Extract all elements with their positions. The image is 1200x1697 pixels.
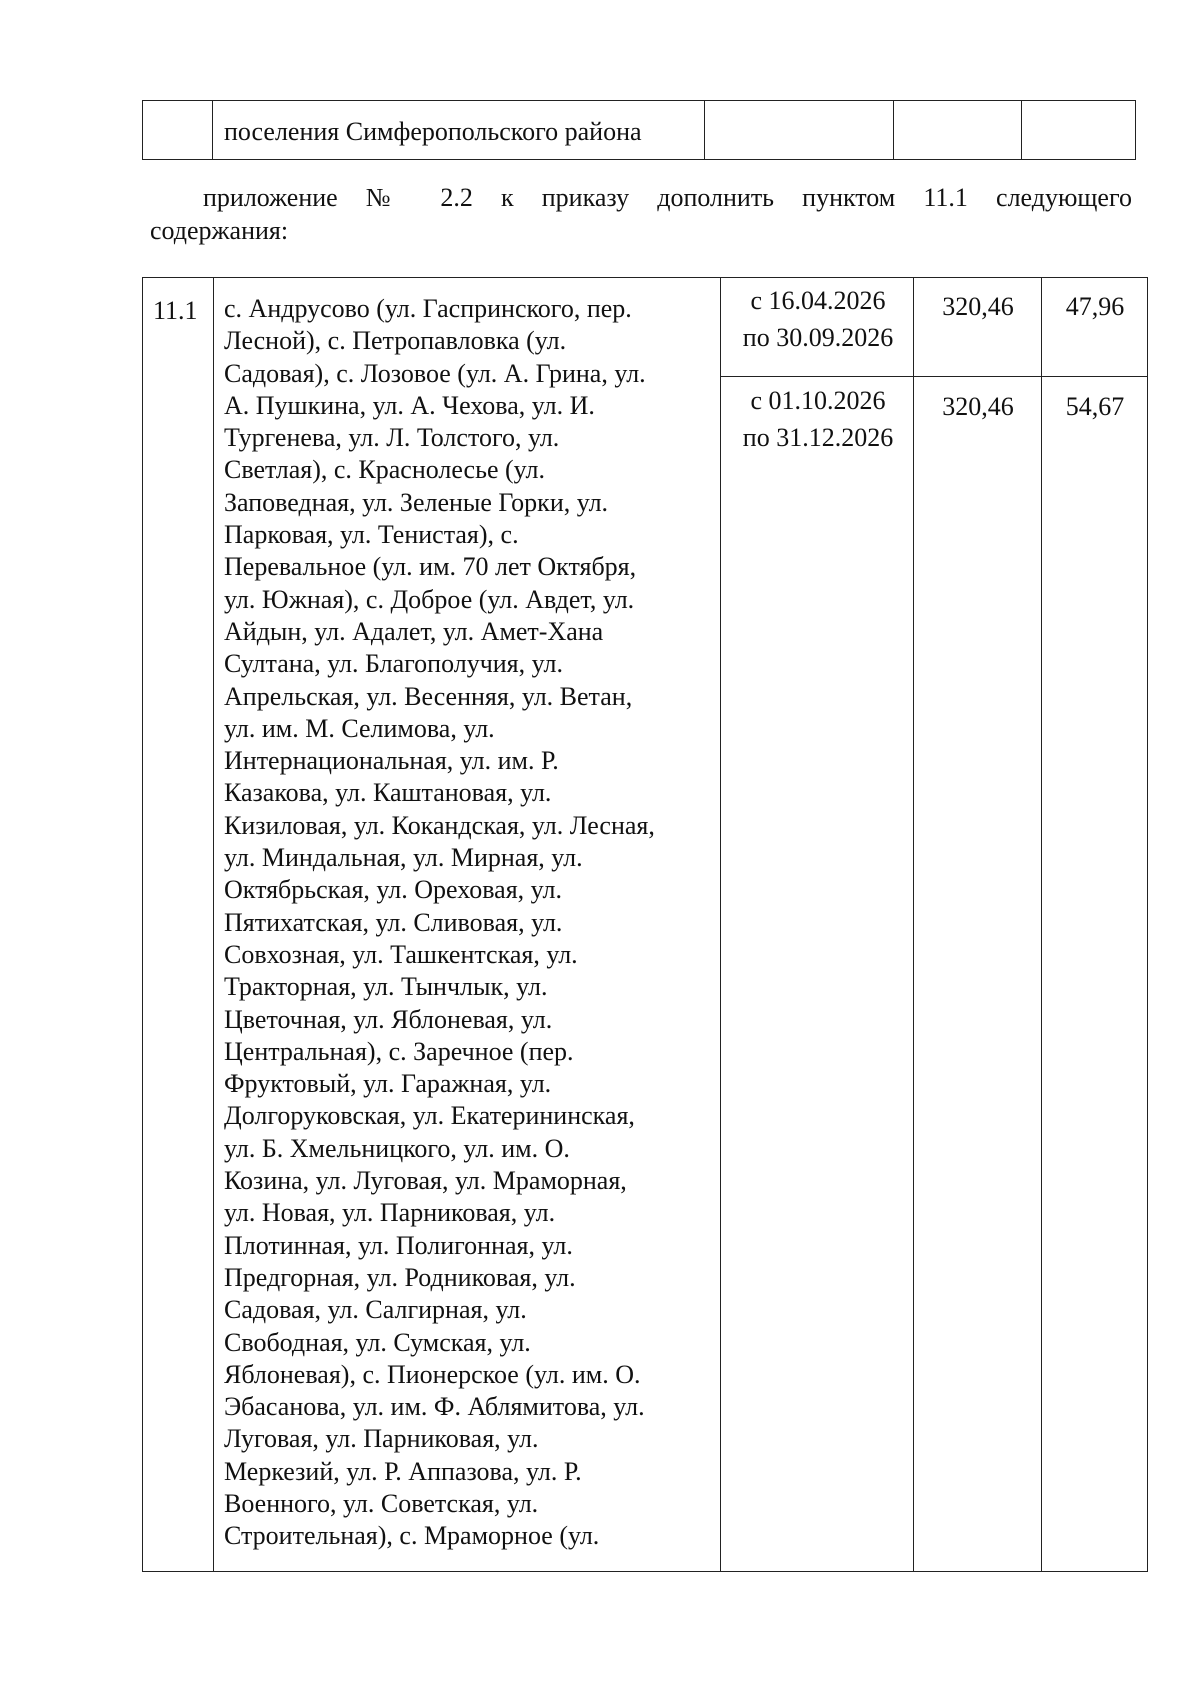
settlement-line: Садовая, ул. Салгирная, ул. <box>224 1295 527 1325</box>
settlement-line: Заповедная, ул. Зеленые Горки, ул. <box>224 487 609 517</box>
settlement-line: Апрельская, ул. Весенняя, ул. Ветан, <box>224 681 633 711</box>
paragraph-line: содержания: <box>150 216 289 245</box>
settlement-line: Тракторная, ул. Тынчлык, ул. <box>224 972 548 1002</box>
table-row-divider <box>720 376 1147 377</box>
settlement-line: Лесной), с. Петропавловка (ул. <box>224 326 567 356</box>
settlement-line: Интернациональная, ул. им. Р. <box>224 746 559 776</box>
table-divider <box>913 278 914 1571</box>
amendment-paragraph <box>150 181 1132 247</box>
settlement-line: ул. Южная), с. Доброе (ул. Авдет, ул. <box>224 584 635 614</box>
settlement-line: Плотинная, ул. Полигонная, ул. <box>224 1230 573 1260</box>
settlement-line: ул. им. М. Селимова, ул. <box>224 713 495 743</box>
table-cell-period <box>705 101 894 159</box>
settlement-line: Меркезий, ул. Р. Аппазова, ул. Р. <box>224 1456 582 1486</box>
period-start: с 16.04.2026 <box>750 286 886 315</box>
settlement-line: Луговая, ул. Парниковая, ул. <box>224 1424 539 1454</box>
settlement-line: Айдын, ул. Адалет, ул. Амет-Хана <box>224 616 604 646</box>
period-cell <box>732 282 904 356</box>
settlement-line: Центральная), с. Заречное (пер. <box>224 1036 574 1066</box>
settlement-line: Эбасанова, ул. им. Ф. Аблямитова, ул. <box>224 1392 645 1422</box>
settlement-line: Яблоневая), с. Пионерское (ул. им. О. <box>224 1359 641 1389</box>
tariff-table <box>142 277 1148 1572</box>
settlement-list <box>224 293 714 1553</box>
tariff-value-1: 320,46 <box>942 292 1014 321</box>
settlement-line: Казакова, ул. Каштановая, ул. <box>224 778 552 808</box>
settlement-line: Перевальное (ул. им. 70 лет Октября, <box>224 552 637 582</box>
settlement-line: Долгоруковская, ул. Екатерининская, <box>224 1101 635 1131</box>
settlement-line: Военного, ул. Советская, ул. <box>224 1488 539 1518</box>
settlement-line: Предгорная, ул. Родниковая, ул. <box>224 1262 576 1292</box>
settlement-line: Пятихатская, ул. Сливовая, ул. <box>224 907 563 937</box>
tariff-value-2: 47,96 <box>1065 292 1125 321</box>
settlement-line: Фруктовый, ул. Гаражная, ул. <box>224 1069 552 1099</box>
tariff-value-2: 54,67 <box>1065 392 1125 421</box>
previous-table-fragment <box>142 100 1136 160</box>
settlement-line: Козина, ул. Луговая, ул. Мраморная, <box>224 1166 627 1196</box>
tariff-value-1: 320,46 <box>942 392 1014 421</box>
table-divider <box>720 278 721 1571</box>
table-divider <box>213 278 214 1571</box>
settlement-line: Светлая), с. Краснолесье (ул. <box>224 455 545 485</box>
period-start: с 01.10.2026 <box>750 386 886 415</box>
table-cell-address: поселения Симферопольского района <box>213 101 705 159</box>
settlement-line: Строительная), с. Мраморное (ул. <box>224 1521 600 1551</box>
table-cell-value1 <box>894 101 1022 159</box>
settlement-line: ул. Б. Хмельницкого, ул. им. О. <box>224 1133 570 1163</box>
settlement-line: Парковая, ул. Тенистая), с. <box>224 520 519 550</box>
settlement-line: Тургенева, ул. Л. Толстого, ул. <box>224 423 560 453</box>
settlement-line: ул. Новая, ул. Парниковая, ул. <box>224 1198 556 1228</box>
settlement-line: А. Пушкина, ул. А. Чехова, ул. И. <box>224 390 595 420</box>
table-cell-value2 <box>1022 101 1135 159</box>
settlement-line: с. Андрусово (ул. Гаспринского, пер. <box>224 294 632 323</box>
settlement-line: ул. Миндальная, ул. Мирная, ул. <box>224 843 583 873</box>
period-cell <box>732 382 904 456</box>
settlement-line: Совхозная, ул. Ташкентская, ул. <box>224 939 578 969</box>
settlement-line: Свободная, ул. Сумская, ул. <box>224 1327 531 1357</box>
period-end: по 30.09.2026 <box>742 323 894 352</box>
settlement-line: Султана, ул. Благополучия, ул. <box>224 649 563 679</box>
paragraph-line: приложение № 2.2 к приказу дополнить пунктом 11.1 следующего <box>203 183 1132 212</box>
period-end: по 31.12.2026 <box>742 423 894 452</box>
table-cell-number <box>143 101 213 159</box>
settlement-line: Цветочная, ул. Яблоневая, ул. <box>224 1004 553 1034</box>
settlement-line: Кизиловая, ул. Кокандская, ул. Лесная, <box>224 810 655 840</box>
row-number: 11.1 <box>153 296 198 325</box>
table-divider <box>1041 278 1042 1571</box>
settlement-line: Октябрьская, ул. Ореховая, ул. <box>224 875 562 905</box>
settlement-line: Садовая), с. Лозовое (ул. А. Грина, ул. <box>224 358 646 388</box>
